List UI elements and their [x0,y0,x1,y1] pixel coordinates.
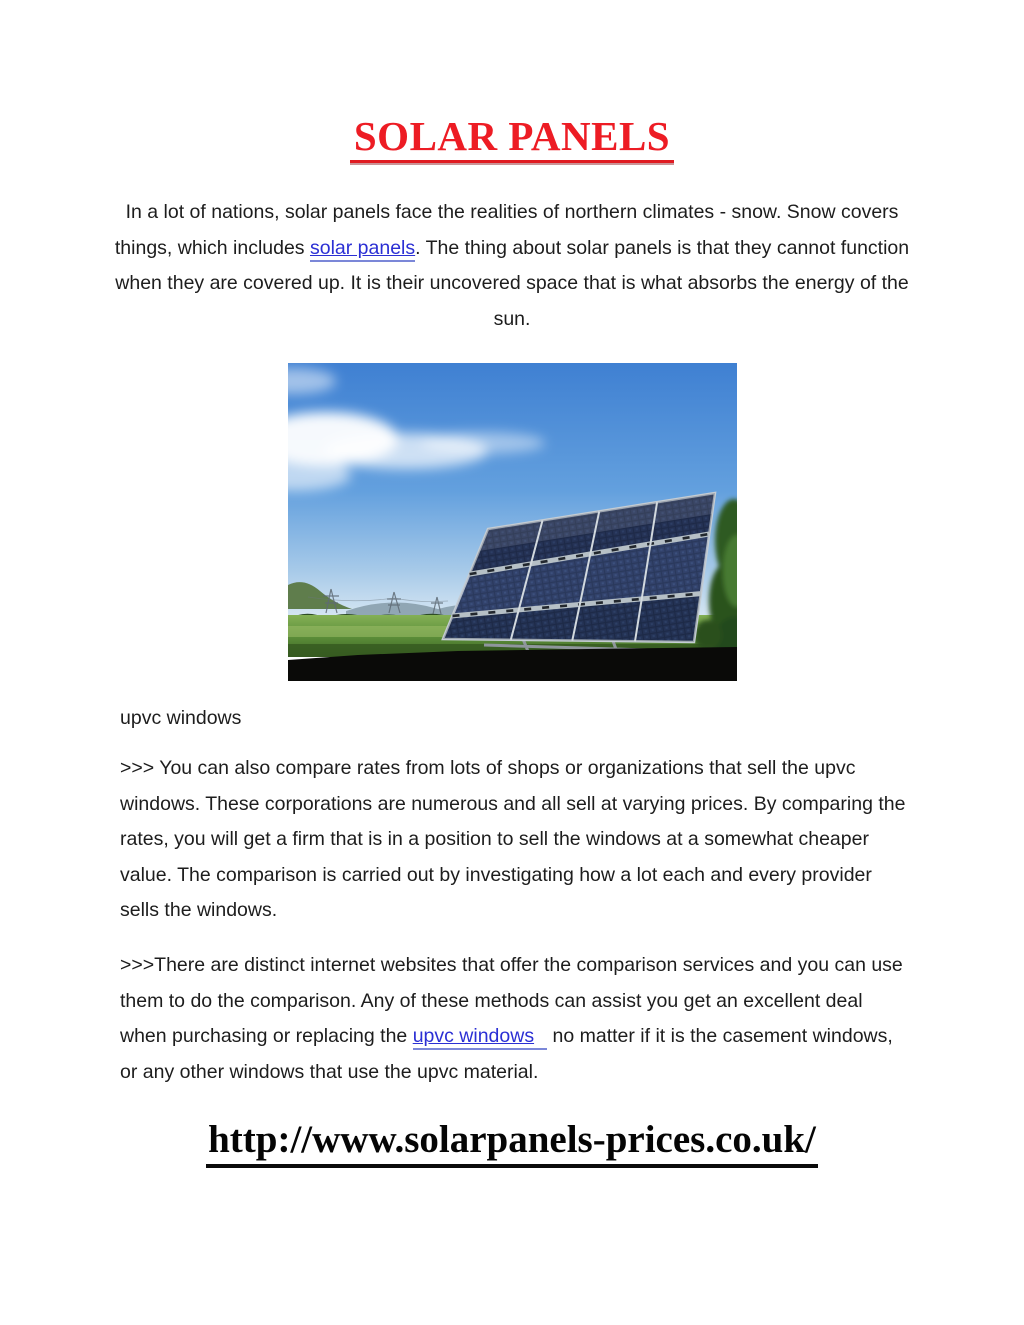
para3-text-after: no matter if it is the casement windows, or any other windows that use the upvc material. [120,1025,893,1083]
footer-url-link[interactable]: http://www.solarpanels-prices.co.uk/ [206,1120,818,1168]
page-title: SOLAR PANELS [350,116,674,163]
solar-panels-link[interactable]: solar panels [310,237,415,262]
compare-rates-paragraph: >>> You can also compare rates from lots of shops or organizations that sell the upvc windows. These corporations are numerous and all sell at varying prices. By comparing the rates, you will get a firm that is in a position to sell the windows at a somewhat cheaper value. The comparison is carried out by investigating how a lot each and every provider sells the windows. [120,757,906,921]
comparison-websites-paragraph [120,948,908,1090]
para3-text-before: >>>There are distinct internet websites that offer the comparison services and you can use them to do the comparison. Any of these methods can assist you get an excellent deal when purchasing or replacing the [120,954,903,1047]
solar-panels-photo [288,363,737,681]
upvc-windows-subheading: upvc windows [120,707,242,729]
intro-paragraph [115,195,910,337]
upvc-windows-link[interactable]: upvc windows [413,1025,547,1050]
title-row [0,0,1024,163]
intro-text-after: . The thing about solar panels is that they cannot function when they are covered up. It is their uncovered space that is what absorbs the energy of the sun. [115,236,910,330]
intro-text-before: In a lot of nations, solar panels face the realities of northern climates - snow. Snow covers things, which includes [114,201,899,259]
footer-url-row [0,1120,1024,1168]
